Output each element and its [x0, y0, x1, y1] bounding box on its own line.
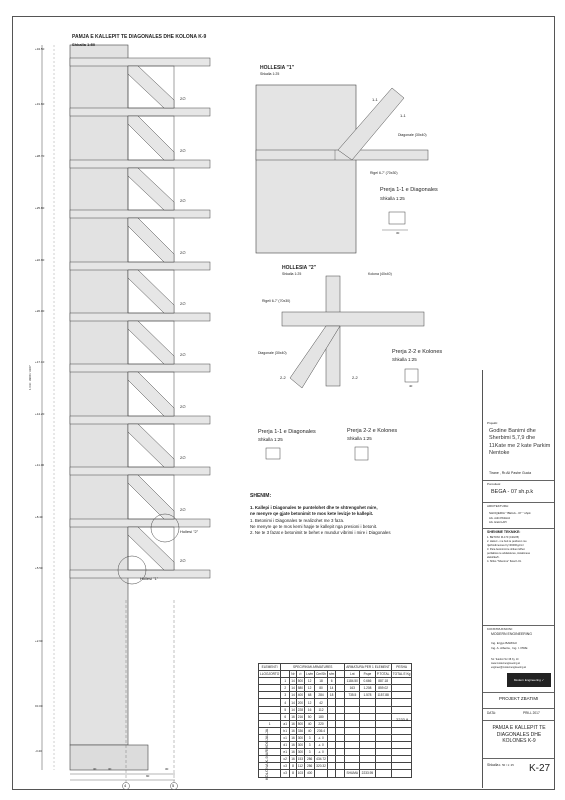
table-cell: ∠ 0	[315, 734, 328, 741]
table-cell: 859.02	[375, 685, 391, 692]
table-cell	[375, 734, 391, 741]
table-cell: 12	[305, 678, 315, 685]
table-cell	[336, 742, 345, 749]
table-cell: c3	[281, 763, 290, 770]
contact-line: engineer@modernengineering.al	[491, 666, 526, 669]
table-cell	[336, 749, 345, 756]
table-cell: 200	[297, 700, 304, 705]
shenime-line: rijetfrodimemes Fy=4600Kg/cm²	[487, 544, 524, 547]
contact-line: www.modernengineering.al	[491, 662, 520, 665]
table-cell: 16	[291, 750, 295, 755]
beam-label: 2∅	[180, 404, 186, 409]
table-cell: 16	[291, 735, 295, 740]
beam-label: 2∅	[180, 558, 186, 563]
table-cell: 180	[315, 713, 328, 720]
hollesia1-scale: Shkalla 1:25	[260, 72, 280, 76]
table-cell: 3	[305, 749, 315, 756]
table-row	[259, 742, 412, 749]
table-cell	[259, 678, 281, 685]
table-cell: 8	[290, 763, 297, 770]
table-cell: 163	[345, 685, 360, 692]
level-label: +8.40	[35, 515, 43, 519]
table-cell: 4	[281, 699, 290, 706]
beam-label: 2∅	[180, 96, 186, 101]
table-cell: 103	[297, 771, 304, 776]
prerja22-lower-scale: Shkalla 1:25	[347, 436, 372, 441]
table-cell	[336, 720, 345, 727]
table-cell	[327, 713, 335, 720]
table-cell: d1	[281, 742, 290, 749]
table-cell	[360, 720, 375, 727]
bottom-dim: 30	[165, 767, 169, 771]
axis-label: 4	[124, 783, 127, 788]
section-mark: 2-2	[352, 375, 358, 380]
table-cell	[336, 727, 345, 734]
table-cell: 14	[291, 679, 295, 684]
table-cell	[375, 756, 391, 763]
table-cell	[375, 720, 391, 727]
table-cell	[391, 770, 412, 777]
table-cell	[315, 770, 328, 777]
prerja11-upper-title: Prerja 1-1 e Diagonales	[380, 187, 438, 193]
table-cell	[336, 734, 345, 741]
table-cell	[360, 756, 375, 763]
prerja11-lower-scale: Shkalla 1:25	[258, 437, 283, 442]
table-cell	[360, 727, 375, 734]
table-cell	[345, 734, 360, 741]
table-cell	[336, 678, 345, 685]
note-line: Ne menyre qe te mos kemi hapje te kallepit nga presioni i betonit.	[250, 524, 378, 529]
table-cell	[345, 727, 360, 734]
table-row	[259, 734, 412, 741]
table-cell	[375, 706, 391, 713]
table-cell: 735.5	[345, 692, 360, 699]
table-cell	[336, 770, 345, 777]
table-cell	[327, 756, 335, 763]
shkalla-values: 1: 50 / 1: 25	[499, 763, 514, 767]
shenime-line: perfaktore te arkitektures, instalimeve	[487, 552, 531, 555]
col-header: ∅	[296, 671, 304, 678]
table-cell: 40	[305, 720, 315, 727]
table-cell	[345, 763, 360, 770]
table-cell	[259, 749, 281, 756]
table-cell: SHUMA	[346, 771, 359, 776]
table-cell: 80	[315, 685, 328, 692]
table-cell	[259, 706, 281, 713]
table-cell: 220	[315, 720, 328, 727]
table-cell	[259, 692, 281, 699]
table-group-header: SPECIFIKIMI ARMATURES	[281, 664, 345, 671]
col-header: P.spe	[360, 671, 375, 678]
table-cell	[259, 699, 281, 706]
table-row	[259, 685, 412, 692]
shenime-line: 3. Para betonimit te shiken lidhet	[487, 548, 525, 551]
table-cell	[336, 763, 345, 770]
table-cell	[391, 727, 412, 734]
shkalla-label: Shkalla	[487, 763, 499, 767]
table-row	[259, 720, 412, 727]
table-cell: 153	[297, 757, 304, 762]
shenime-line: elektrike/h.	[487, 556, 500, 559]
table-cell	[375, 713, 391, 720]
axis-label: 5	[172, 783, 175, 788]
table-cell	[259, 756, 281, 763]
col-header: Nr	[291, 672, 295, 677]
vertical-dimension: 1 Cm: 3900 / 3107	[28, 365, 32, 390]
table-cell: 300	[297, 750, 304, 755]
table-cell	[259, 727, 281, 734]
table-cell	[259, 685, 281, 692]
table-cell	[360, 699, 375, 706]
table-cell	[327, 734, 335, 741]
table-row	[259, 756, 412, 763]
element-label: KOLONA K-9 ARMOGJALJA	[264, 728, 269, 780]
section-mark: 1-1	[372, 97, 378, 102]
level-label: +11.30	[35, 463, 45, 467]
table-row	[259, 749, 412, 756]
shenime-line: 4. Shiko "Shenime" fleta K-01.	[487, 560, 522, 563]
table-cell	[336, 692, 345, 699]
beam-label: 2∅	[180, 507, 186, 512]
table-cell	[336, 685, 345, 692]
level-label: +25.80	[35, 206, 45, 210]
table-cell	[327, 763, 335, 770]
table-cell: 3	[305, 734, 315, 741]
company-logo: Modern Engineering ✓	[507, 673, 551, 687]
porositesi-label: Porositesi:	[487, 482, 502, 486]
table-cell: 2	[281, 685, 290, 692]
table-cell: 16	[291, 757, 295, 762]
level-label: +31.60	[35, 102, 45, 106]
table-cell	[345, 706, 360, 713]
sheet-scale: Shkalla 1:50	[72, 42, 96, 47]
table-cell: 8	[290, 770, 297, 777]
shenime-line: 2. Hekuri - me butt te perdoren me	[487, 540, 527, 543]
sheet-number: K-27	[529, 763, 551, 774]
table-cell	[259, 734, 281, 741]
level-label: +17.10	[35, 360, 45, 364]
table-row	[259, 727, 412, 734]
table-cell: 1.578	[360, 692, 375, 699]
table-cell: 12	[305, 685, 315, 692]
table-cell: 0.666	[360, 678, 375, 685]
project-name: Godine Banimi dhe Sherbimi 5,7,9 dhe 11Kate me 2 kate Parkim Nentoke	[489, 428, 551, 457]
table-cell	[327, 770, 335, 777]
note-line: 2. Ne te 3 fazat e betonimit te behet e mundur vibrimi i mire i Diagonales	[250, 530, 391, 535]
table-cell: 14	[291, 700, 295, 705]
callout-hollesi-1: Hollesi "1"	[140, 576, 159, 581]
prerja22-upper-title: Prerja 2-2 e Kolones	[392, 349, 443, 355]
table-cell: c1	[281, 734, 290, 741]
table-cell	[375, 742, 391, 749]
table-cell	[327, 727, 335, 734]
table-cell	[391, 692, 412, 699]
project-location: Tirane , Rr.Ali Pashe Gucia	[489, 471, 532, 475]
table-cell	[360, 749, 375, 756]
beam-label: 2∅	[180, 352, 186, 357]
table-cell: 14	[291, 707, 295, 712]
table-cell: 14	[291, 693, 295, 698]
table-cell: 300	[297, 743, 304, 748]
table-cell: 400	[297, 693, 304, 698]
table-cell	[391, 763, 412, 770]
hollesia1-rigel-label: Rigel 6-7' (70x30)	[370, 171, 398, 175]
eng-firm: MODERN ENGINEERING	[491, 632, 533, 636]
table-row	[259, 763, 412, 770]
table-cell: 500	[297, 721, 304, 726]
section-mark: 1-1	[400, 113, 406, 118]
table-cell	[259, 713, 281, 720]
table-cell	[345, 713, 360, 720]
table-cell	[391, 742, 412, 749]
table-cell	[327, 720, 335, 727]
table-cell: 18	[327, 692, 335, 699]
table-cell: c3	[281, 770, 290, 777]
prerja11-upper-dim: 30	[396, 231, 400, 235]
shenime-title: SHENIME TEKNIKE:	[487, 530, 521, 534]
table-cell: 112	[297, 764, 303, 769]
table-cell: a1	[281, 720, 290, 727]
table-cell	[375, 727, 391, 734]
table-cell	[360, 713, 375, 720]
table-cell	[375, 763, 391, 770]
table-cell	[327, 749, 335, 756]
arkitektura-label: ARKITEKTURA:	[487, 504, 509, 508]
contact-line: Tel: Telefoni Tel: 08 Xy, 10	[491, 658, 519, 661]
level-label: -3.20	[35, 749, 42, 753]
notes-heading: SHENIM:	[250, 493, 272, 499]
table-cell	[391, 685, 412, 692]
table-cell: 16	[291, 721, 295, 726]
arch-people: Ark. Ardit PASHAJ	[489, 517, 511, 520]
table-cell: 300	[297, 735, 304, 740]
table-cell: 40	[305, 727, 315, 734]
table-cell	[259, 742, 281, 749]
table-cell: 112	[315, 706, 328, 713]
table-cell: 500	[297, 679, 304, 684]
beam-label: 2∅	[180, 198, 186, 203]
note-line: 1. Betonimi i Diagonales te realizohet me 3 faza.	[250, 518, 345, 523]
table-row	[259, 713, 412, 720]
arch-people2: Ark. Erald LAPI	[489, 521, 507, 524]
table-cell	[391, 678, 412, 685]
col-header: Lnt	[345, 671, 360, 678]
table-cell	[375, 770, 391, 777]
table-cell: 1.208	[360, 685, 375, 692]
table-cell: 42	[315, 699, 328, 706]
hollesia2-rigel-label: Rigeli 6-7' (70x30)	[262, 299, 291, 303]
table-cell	[336, 706, 345, 713]
table-cell: e1	[281, 749, 290, 756]
col-header: Cm/Sh	[316, 672, 326, 677]
level-label: +14.20	[35, 412, 45, 416]
table-cell: 68	[305, 692, 315, 699]
table-cell	[345, 749, 360, 756]
table-cell: 1184.50	[346, 679, 358, 684]
col-header: TOTAL E Kg	[392, 672, 411, 677]
hollesia1-diag-label: Diagonale (30x40)	[398, 133, 427, 137]
project-phase: PROJEKT ZBATIMI	[499, 696, 539, 701]
table-cell: 6	[281, 713, 290, 720]
eng-people2: Ing. A. Alberta , Ing. I. PIRE	[491, 646, 528, 650]
title-block	[482, 370, 554, 788]
table-cell: 18	[315, 678, 328, 685]
hollesia1-title: HOLLESIA "1"	[260, 65, 295, 71]
table-cell	[327, 706, 335, 713]
bottom-dim: 90	[146, 774, 150, 778]
beam-label: 2∅	[180, 301, 186, 306]
table-cell: 16	[291, 714, 295, 719]
table-cell: 5	[281, 706, 290, 713]
table-cell: 400	[305, 770, 315, 777]
col-header: LLOGJORTO	[260, 672, 280, 677]
table-row	[259, 692, 412, 699]
hollesia2-title: HOLLESIA "2"	[282, 265, 317, 271]
table-cell: 320.32	[316, 764, 326, 769]
table-cell: 228	[297, 707, 304, 712]
table-row	[259, 770, 412, 777]
table-cell	[345, 742, 360, 749]
table-cell	[375, 699, 391, 706]
eng-people: Ing. Ergys BARDHI	[491, 641, 517, 645]
table-row	[259, 699, 412, 706]
table-cell: 3	[281, 692, 290, 699]
table-cell: 284	[315, 692, 328, 699]
beam-label: 2∅	[180, 148, 186, 153]
table-cell: 14	[327, 685, 335, 692]
col-header: n/m	[328, 672, 335, 677]
section-mark: 2-2	[280, 375, 286, 380]
table-cell: 12	[305, 699, 315, 706]
table-cell	[345, 720, 360, 727]
date-value: PRILL 2017	[523, 711, 540, 715]
table-cell: 16	[305, 706, 315, 713]
table-cell	[336, 756, 345, 763]
table-cell	[360, 763, 375, 770]
table-cell	[336, 713, 345, 720]
beam-label: 2∅	[180, 455, 186, 460]
data-label: DATA:	[487, 711, 496, 715]
hollesia2-kolona-label: Kolona (40x40)	[368, 272, 392, 276]
table-cell: 3	[305, 742, 315, 749]
beam-label: 2∅	[180, 250, 186, 255]
hollesia2-scale: Shkalla 1:25	[282, 272, 302, 276]
sheet-title: PAMJA E KALLEPIT TE DIAGONALES DHE KOLONA K-9	[72, 34, 207, 40]
col-header: ELEMENTI	[259, 664, 281, 671]
table-cell	[327, 699, 335, 706]
table-cell	[391, 706, 412, 713]
table-cell: 16	[291, 743, 295, 748]
callout-hollesi-2: Hollesi "2"	[180, 529, 199, 534]
table-cell	[345, 699, 360, 706]
table-cell: 580	[297, 686, 304, 691]
table-cell: b1	[281, 727, 290, 734]
bottom-dim: 30	[93, 767, 97, 771]
table-cell	[360, 742, 375, 749]
table-cell	[391, 699, 412, 706]
table-cell	[327, 742, 335, 749]
level-label: +5.50	[35, 566, 43, 570]
note-line: 1. Kallepi i Diagonales te puntelohet dhe te shtrengohet mire,	[250, 505, 378, 510]
table-cell	[391, 734, 412, 741]
col-header: PESHA	[391, 664, 412, 671]
prerja22-lower-title: Prerja 2-2 e Kolones	[347, 428, 398, 434]
level-label: ±0.00	[35, 704, 43, 708]
col-header: P.TOTAL	[376, 672, 390, 677]
level-label: +28.70	[35, 154, 45, 158]
table-cell	[259, 763, 281, 770]
table-group-header: ARMATURA PER 1 ELEMENT	[346, 665, 390, 670]
shenime-line: 1. BETONI: M-170 (C20/25)	[487, 536, 520, 539]
table-cell: 50	[305, 713, 315, 720]
table-cell: ∠ 0	[315, 749, 328, 756]
sheet-title-block: PAMJA E KALLEPIT TE DIAGONALES DHE KOLONES K-9	[492, 725, 546, 744]
table-cell: ∠ 0	[315, 742, 328, 749]
level-label: +20.00	[35, 309, 45, 313]
col-header: Ln/m	[306, 672, 314, 677]
bottom-dim: 30	[108, 767, 112, 771]
table-row	[259, 678, 412, 685]
table-cell: c2	[281, 756, 290, 763]
prerja11-lower-title: Prerja 1-1 e Diagonales	[258, 429, 316, 435]
table-cell	[375, 749, 391, 756]
table-cell: 216	[297, 714, 304, 719]
prerja11-upper-scale: Shkalla 1:25	[380, 196, 405, 201]
hollesia2-diag-label: Diagonale (30x40)	[258, 351, 287, 355]
table-cell: 16	[291, 728, 295, 733]
konstruksioni-label: KONSTRUKSIONI:	[487, 627, 513, 631]
table-cell	[345, 756, 360, 763]
table-cell: 887.18	[375, 678, 391, 685]
table-cell: 336	[297, 728, 304, 733]
table-cell: 286	[305, 763, 315, 770]
table-total: 2233.9	[396, 717, 409, 722]
table-cell	[391, 749, 412, 756]
table-cell: 1	[281, 678, 290, 685]
note-line: ne menyre qe gjate betonimit te mos kete levizje te kallepit.	[250, 511, 374, 516]
level-label: +22.90	[35, 258, 45, 262]
table-cell: 286	[305, 756, 315, 763]
level-label: +34.50	[35, 47, 45, 51]
arch-firm: SHOQERIA " BEGA - 07 " shpk	[489, 511, 531, 515]
table-cell: 14	[291, 686, 295, 691]
table-cell	[360, 706, 375, 713]
table-row	[259, 706, 412, 713]
table-cell: 434.72	[316, 757, 326, 762]
table-cell: 1157.88	[375, 692, 391, 699]
table-cell: 6	[327, 678, 335, 685]
table-cell	[391, 756, 412, 763]
table-cell: 2233.95	[361, 771, 374, 776]
table-cell	[336, 699, 345, 706]
table-cell	[360, 734, 375, 741]
table-cell: 1	[259, 720, 281, 727]
prerja22-upper-scale: Shkalla 1:25	[392, 357, 417, 362]
prerja22-upper-dim: 40	[409, 384, 413, 388]
projekti-label: Projekti:	[487, 421, 498, 425]
table-cell	[259, 770, 281, 777]
client-name: BEGA - 07 sh.p.k	[491, 489, 534, 495]
table-cell: 236.4	[315, 727, 328, 734]
level-label: +2.60	[35, 639, 43, 643]
armature-table	[258, 663, 412, 778]
